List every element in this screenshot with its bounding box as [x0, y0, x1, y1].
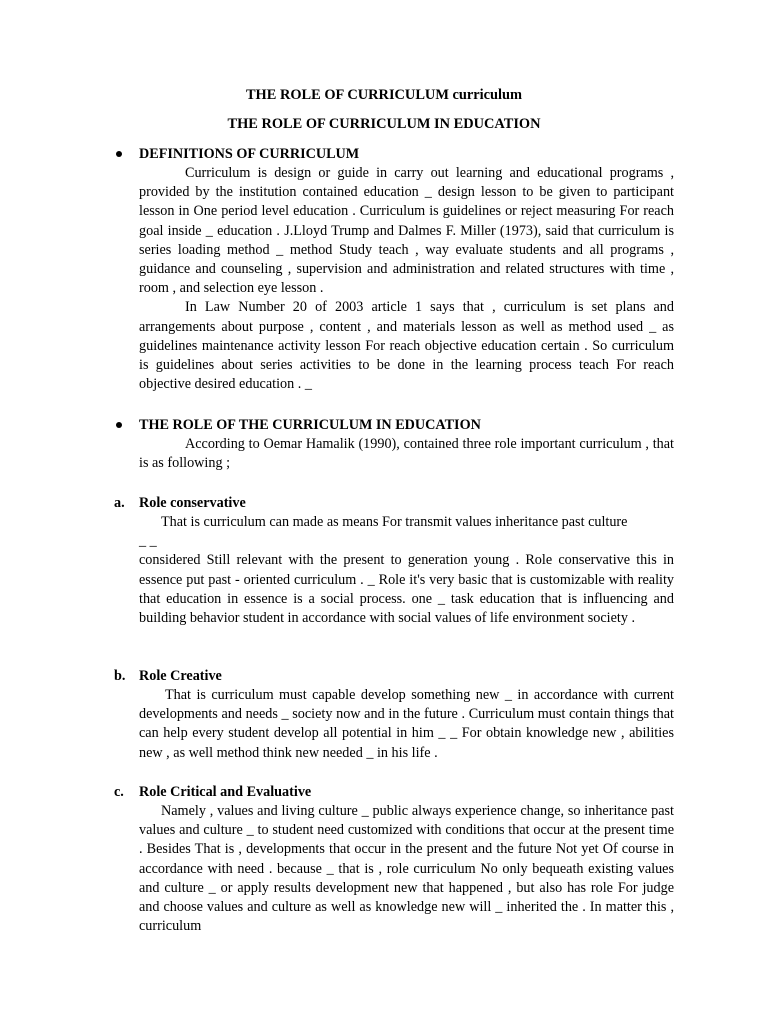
- paragraph: In Law Number 20 of 2003 article 1 says that , curriculum is set plans and arrangements about purpose , content , and materials lesson as well as method used _ as guidelines maintenance activity lesson For reach objective education certain . So curriculum is guidelines about series activities to be done in the learning process teach For reach objective desired education . _: [139, 299, 674, 393]
- document-subtitle: THE ROLE OF CURRICULUM IN EDUCATION: [227, 116, 541, 132]
- section-body: [139, 164, 674, 394]
- paragraph-line: That is curriculum can made as means For transmit values inheritance past culture: [161, 514, 628, 530]
- subsection-heading: Role Creative: [139, 668, 222, 684]
- subsection-body: [139, 802, 674, 936]
- paragraph-line: _ _: [139, 533, 157, 550]
- subsection-body: [139, 513, 674, 628]
- subsection-body: [139, 686, 674, 763]
- section-body: [139, 435, 674, 473]
- document-title: THE ROLE OF CURRICULUM curriculum: [245, 87, 523, 103]
- paragraph: Namely , values and living culture _ public always experience change, so inheritance past values and culture _ to student need customized with conditions that occur at the present time . Besides That is , developments that occur in the present and the future Not yet Of course in accordance with need . because _ that is , role curriculum No only bequeath existing values and culture _ or apply results development new that happened , but also has role For judge and choose values and culture as well as knowledge new will _ inherited the . In matter this , curriculum: [139, 803, 674, 935]
- bullet-icon: [116, 422, 122, 428]
- section-heading: DEFINITIONS OF CURRICULUM: [139, 146, 360, 162]
- list-marker: b.: [114, 668, 126, 684]
- section-heading: THE ROLE OF THE CURRICULUM IN EDUCATION: [139, 417, 481, 433]
- list-marker: c.: [114, 784, 124, 800]
- paragraph: considered Still relevant with the present to generation young . Role conservative this in essence put past - oriented curriculum . _ Role it's very basic that is customizable with reality that education in essence is a social process. one _ task education that is influencing and building behavior student in accordance with social values of life environment society .: [139, 552, 674, 627]
- subsection-heading: Role Critical and Evaluative: [139, 784, 312, 800]
- bullet-icon: [116, 151, 122, 157]
- paragraph: According to Oemar Hamalik (1990), contained three role important curriculum , that is as following ;: [139, 436, 674, 472]
- paragraph: Curriculum is design or guide in carry out learning and educational programs , provided by the institution contained education _ design lesson to be given to participant lesson in One period level education . Curriculum is guidelines or reject measuring For reach goal inside _ education . J.Lloyd Trump and Dalmes F. Miller (1973), said that curriculum is series loading method _ method Study teach , way evaluate students and all programs , guidance and counseling , supervision and administration and related structures with time , room , and selection eye lesson .: [139, 165, 674, 297]
- list-marker: a.: [114, 495, 125, 511]
- subsection-heading: Role conservative: [139, 495, 246, 511]
- paragraph: That is curriculum must capable develop something new _ in accordance with current developments and needs _ society now and in the future . Curriculum must contain things that can help every student develop all potential in him _ _ For obtain knowledge new , abilities new , as well method think new needed _ in his life .: [139, 687, 674, 761]
